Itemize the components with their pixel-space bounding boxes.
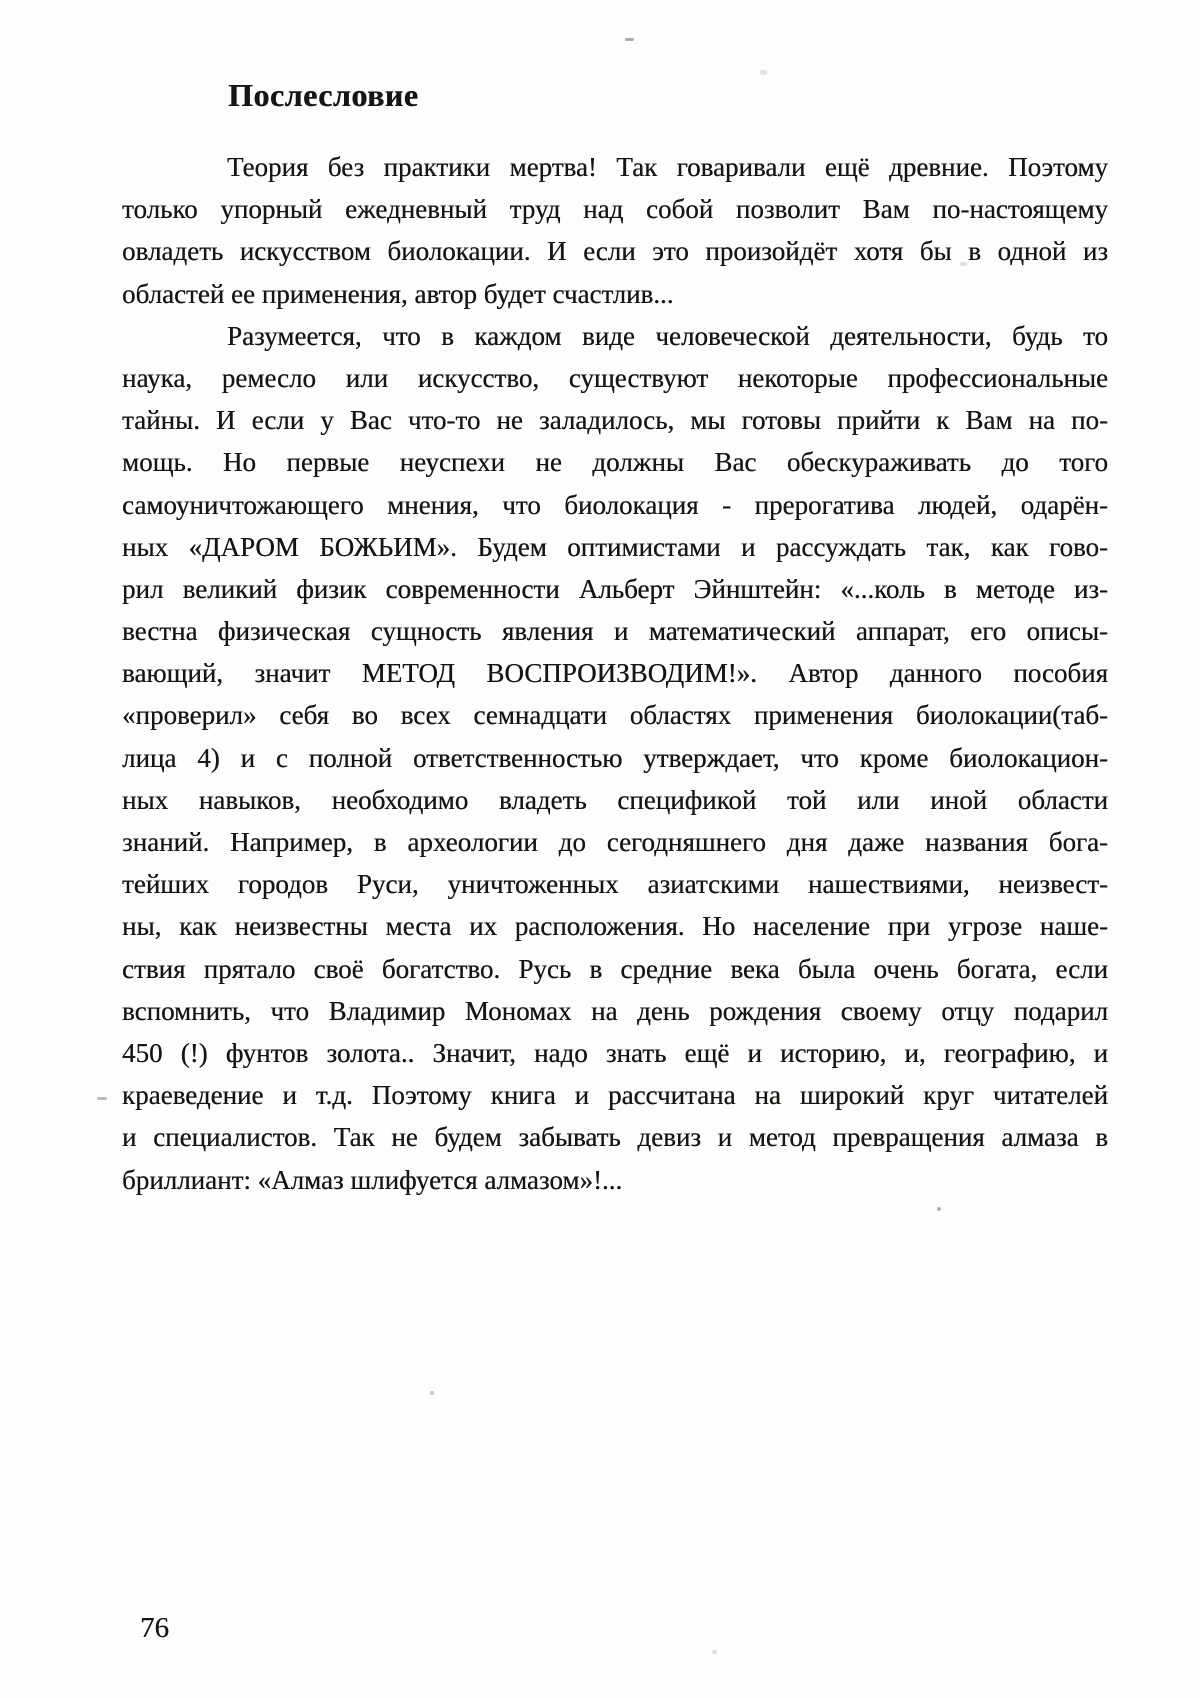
text-line: «проверил» себя во всех семнадцати областях применения биолокации(таб- (122, 700, 1108, 731)
text-line: только упорный ежедневный труд над собой позволит Вам по-настоящему (122, 194, 1108, 225)
scan-artifact (960, 262, 967, 266)
text-line: областей ее применения, автор будет счастлив... (122, 278, 674, 309)
text-line: вспомнить, что Владимир Мономах на день рождения своему отцу подарил (122, 995, 1108, 1026)
scan-artifact (937, 1207, 941, 1211)
scan-artifact (625, 38, 634, 41)
body-text (122, 146, 1108, 1201)
text-line: 450 (!) фунтов золота.. Значит, надо знать ещё и историю, и, географию, и (122, 1037, 1108, 1068)
text-line: самоуничтожающего мнения, что биолокация - прерогатива людей, одарён- (122, 489, 1108, 520)
scan-artifact (430, 1391, 434, 1395)
text-line: тейших городов Руси, уничтоженных азиатскими нашествиями, неизвест- (122, 869, 1108, 900)
text-line: овладеть искусством биолокации. И если это произойдёт хотя бы в одной из (122, 236, 1108, 267)
text-line: наука, ремесло или искусство, существуют некоторые профессиональные (122, 362, 1108, 393)
text-line: вающий, значит МЕТОД ВОСПРОИЗВОДИМ!». Автор данного пособия (122, 658, 1108, 689)
text-line: ны, как неизвестны места их расположения. Но население при угрозе наше- (122, 911, 1108, 942)
text-line: тайны. И если у Вас что-то не заладилось, мы готовы прийти к Вам на по- (122, 405, 1108, 436)
text-line: бриллиант: «Алмаз шлифуется алмазом»!... (122, 1164, 623, 1195)
page-title: Послесловие (228, 77, 419, 114)
scan-artifact (1066, 212, 1072, 216)
text-line: ствия прятало своё богатство. Русь в средние века была очень богата, если (122, 953, 1108, 984)
text-line: лица 4) и с полной ответственностью утверждает, что кроме биолокацион- (122, 742, 1108, 773)
text-line: Разумеется, что в каждом виде человеческой деятельности, будь то (227, 320, 1108, 351)
text-line: ных «ДАРОМ БОЖЬИМ». Будем оптимистами и рассуждать так, как гово- (122, 531, 1108, 562)
text-line: рил великий физик современности Альберт Эйнштейн: «...коль в методе из- (122, 573, 1108, 604)
text-line: и специалистов. Так не будем забывать девиз и метод превращения алмаза в (122, 1122, 1108, 1153)
text-line: мощь. Но первые неуспехи не должны Вас обескураживать до того (122, 447, 1108, 478)
scan-artifact (712, 1650, 717, 1654)
text-line: краеведение и т.д. Поэтому книга и рассчитана на широкий круг читателей (122, 1080, 1108, 1111)
text-line: ных навыков, необходимо владеть спецификой той или иной области (122, 784, 1108, 815)
text-line: вестна физическая сущность явления и математический аппарат, его описы- (122, 616, 1108, 647)
page-number: 76 (140, 1612, 169, 1644)
scan-artifact (760, 70, 767, 75)
text-line: знаний. Например, в археологии до сегодняшнего дня даже названия бога- (122, 827, 1108, 857)
text-line: Теория без практики мертва! Так говаривали ещё древние. Поэтому (227, 152, 1108, 182)
scan-artifact (97, 1097, 107, 1100)
